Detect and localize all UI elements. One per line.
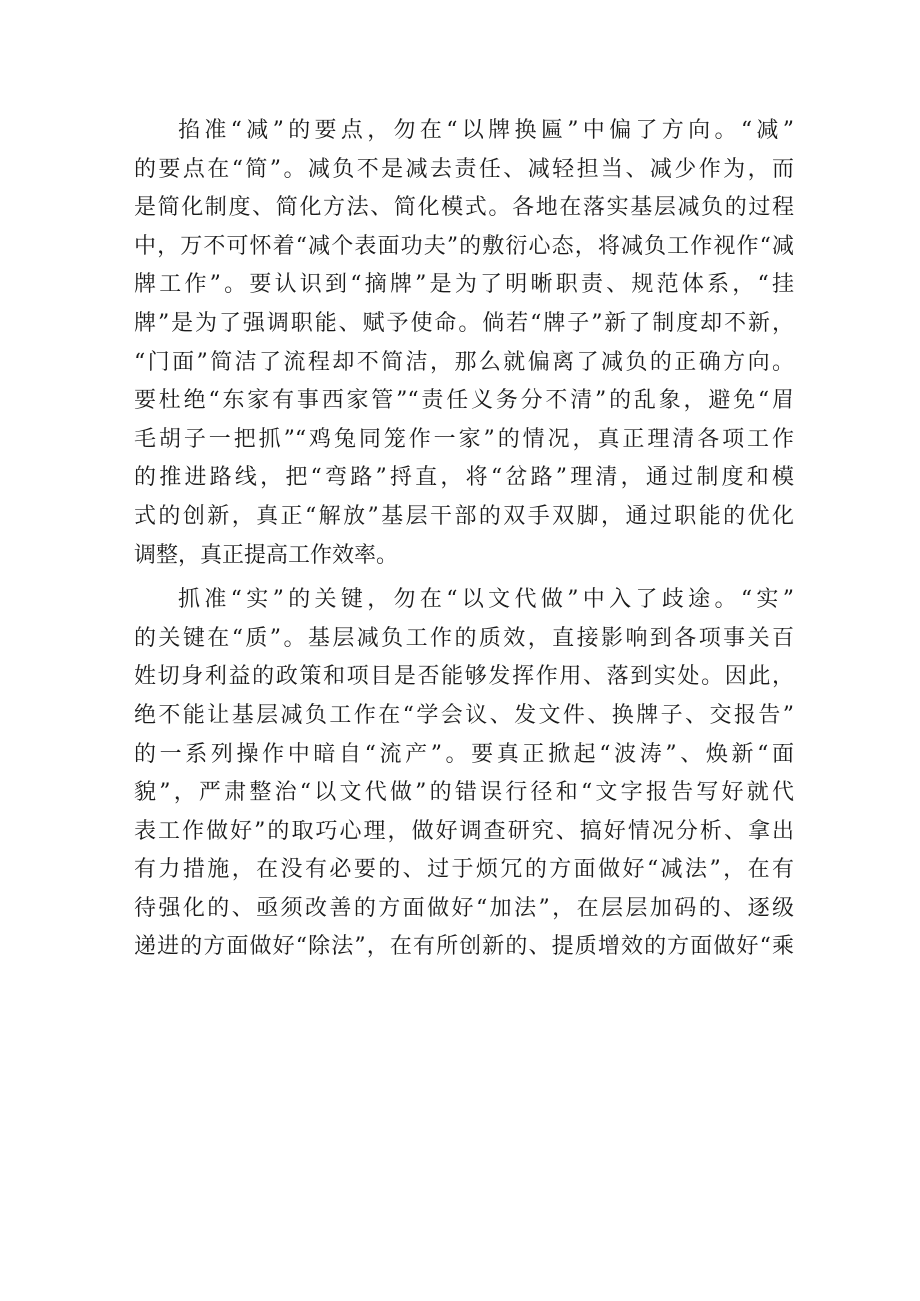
- text-line: 中，万不可怀着“减个表面功夫”的敷衍心态，将减负工作视作“减: [134, 233, 794, 259]
- text-line: 貌”，严肃整治“以文代做”的错误行径和“文字报告写好就代: [134, 780, 794, 806]
- text-line: 递进的方面做好“除法”，在有所创新的、提质增效的方面做好“乘: [134, 934, 794, 960]
- text-line: 姓切身利益的政策和项目是否能够发挥作用、落到实处。因此，: [134, 664, 794, 690]
- text-line: 调整，真正提高工作效率。: [134, 542, 399, 568]
- text-line: 式的创新，真正“解放”基层干部的双手双脚，通过职能的优化: [134, 503, 794, 529]
- text-line: 有力措施，在没有必要的、过于烦冗的方面做好“减法”，在有: [134, 857, 794, 883]
- text-line: 抓准“实”的关键，勿在“以文代做”中入了歧途。“实”: [178, 587, 794, 613]
- text-line: 毛胡子一把抓”“鸡兔同笼作一家”的情况，真正理清各项工作: [134, 426, 794, 452]
- text-line: 牌工作”。要认识到“摘牌”是为了明晰职责、规范体系，“挂: [134, 272, 794, 298]
- text-line: 的关键在“质”。基层减负工作的质效，直接影响到各项事关百: [134, 625, 794, 651]
- text-line: 是简化制度、简化方法、简化模式。各地在落实基层减负的过程: [134, 195, 794, 221]
- paragraph-substance: [134, 581, 794, 967]
- text-line: 的推进路线，把“弯路”捋直，将“岔路”理清，通过制度和模: [134, 465, 794, 491]
- document-body: [134, 112, 794, 967]
- text-line: 的一系列操作中暗自“流产”。要真正掀起“波涛”、焕新“面: [134, 741, 794, 767]
- text-line: “门面”简洁了流程却不简洁，那么就偏离了减负的正确方向。: [134, 349, 794, 375]
- text-line: 待强化的、亟须改善的方面做好“加法”，在层层加码的、逐级: [134, 895, 794, 921]
- text-line: 掐准“减”的要点，勿在“以牌换匾”中偏了方向。“减”: [178, 118, 794, 143]
- text-line: 要杜绝“东家有事西家管”“责任义务分不清”的乱象，避免“眉: [134, 388, 794, 414]
- paragraph-reduce: [134, 112, 794, 575]
- text-line: 的要点在“简”。减负不是减去责任、减轻担当、减少作为，而: [134, 156, 794, 182]
- text-line: 绝不能让基层减负工作在“学会议、发文件、换牌子、交报告”: [134, 702, 794, 728]
- text-line: 牌”是为了强调职能、赋予使命。倘若“牌子”新了制度却不新，: [134, 310, 794, 336]
- text-line: 表工作做好”的取巧心理，做好调查研究、搞好情况分析、拿出: [134, 818, 794, 844]
